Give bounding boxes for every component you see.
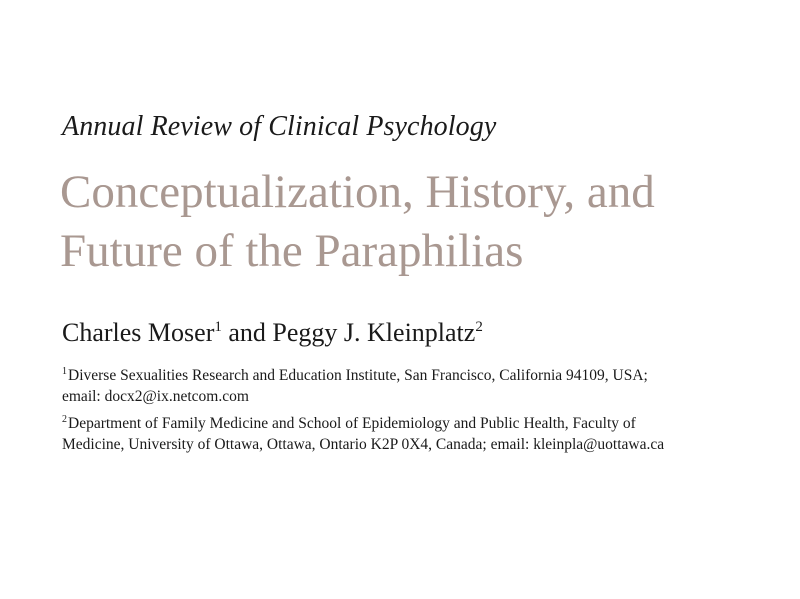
author-affiliation-marker-1: 1 xyxy=(214,319,222,335)
affiliation-2 xyxy=(62,413,752,455)
affiliation-1-line-1 xyxy=(62,365,752,386)
author-name-2: Peggy J. Kleinplatz xyxy=(272,318,476,347)
affiliation-1 xyxy=(62,365,752,407)
affiliation-2-line-1 xyxy=(62,413,752,434)
journal-name: Annual Review of Clinical Psychology xyxy=(62,111,497,142)
article-title-line-1: Conceptualization, History, and xyxy=(60,166,655,218)
author-name-1: Charles Moser xyxy=(62,318,215,347)
affiliation-1-text-1: Diverse Sexualities Research and Education Institute, San Francisco, California 94109, USA; xyxy=(68,367,648,384)
article-title xyxy=(60,163,760,281)
affiliation-2-line-2: Medicine, University of Ottawa, Ottawa, Ontario K2P 0X4, Canada; email: kleinpla@uottawa.ca xyxy=(62,436,665,453)
author-connector: and xyxy=(221,318,273,347)
affiliation-1-marker: 1 xyxy=(62,366,67,377)
author-list xyxy=(62,318,483,348)
affiliation-2-marker: 2 xyxy=(62,414,67,425)
affiliation-1-line-2: email: docx2@ix.netcom.com xyxy=(62,388,249,405)
author-affiliation-marker-2: 2 xyxy=(475,319,483,335)
article-title-line-2: Future of the Paraphilias xyxy=(60,225,524,277)
affiliation-2-text-1: Department of Family Medicine and School of Epidemiology and Public Health, Faculty of xyxy=(68,415,636,432)
